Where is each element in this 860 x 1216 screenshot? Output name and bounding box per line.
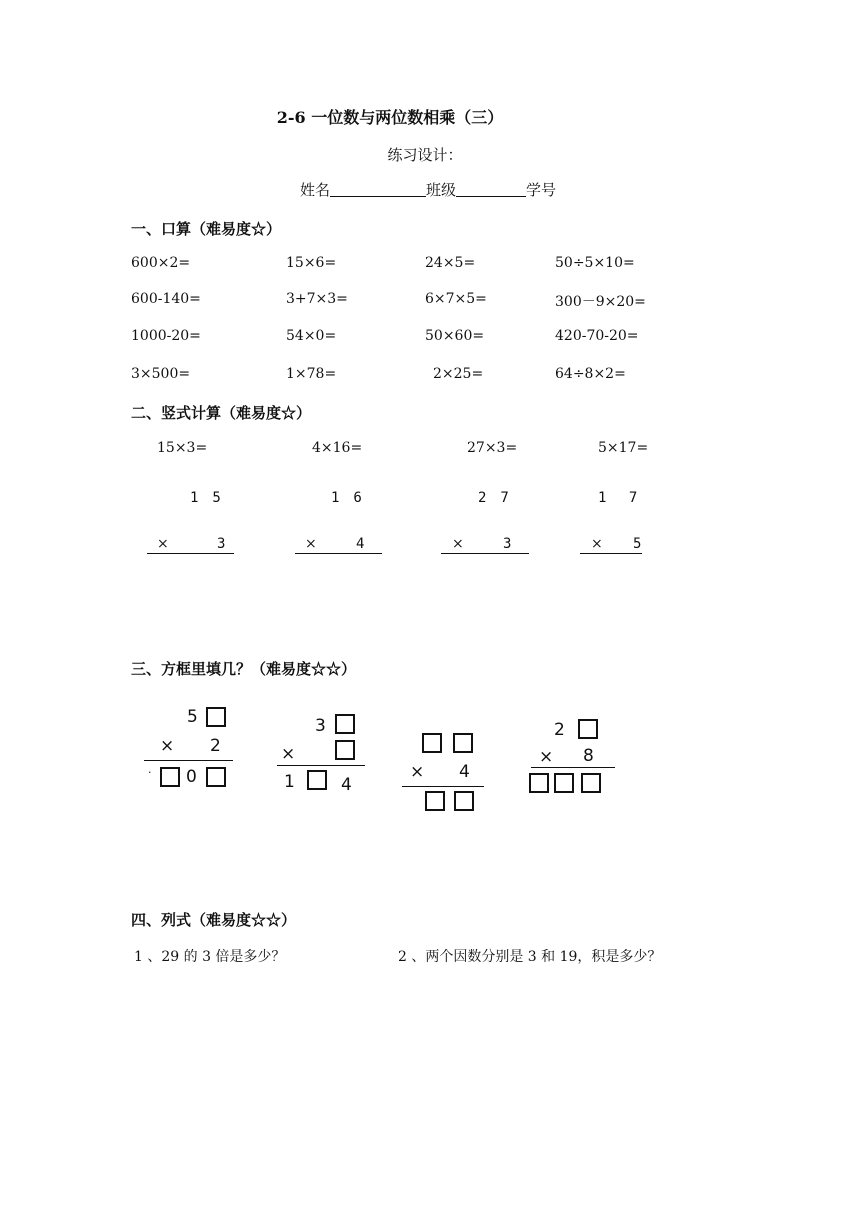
oral-item: 50÷5×10=	[555, 255, 635, 271]
multiply-sign: ×	[281, 744, 296, 764]
puzzle-digit: 8	[583, 746, 594, 766]
oral-item: 2×25=	[433, 366, 484, 382]
oral-item: 50×60=	[425, 328, 485, 344]
puzzle-line	[531, 767, 615, 768]
page-subtitle: 练习设计：	[387, 146, 463, 164]
answer-box[interactable]	[578, 719, 598, 739]
vertical-problem-label: 27×3=	[467, 440, 518, 456]
multiply-sign: ×	[539, 747, 554, 767]
oral-item: 600×2=	[131, 255, 191, 271]
answer-box[interactable]	[425, 791, 445, 811]
student-info	[300, 179, 556, 200]
oral-item: 54×0=	[286, 328, 337, 344]
answer-box[interactable]	[335, 740, 355, 760]
puzzle-digit: 1	[284, 772, 295, 792]
puzzle-digit: 4	[341, 775, 352, 795]
vertical-answer-line	[147, 553, 234, 554]
vertical-multiplier: 3	[217, 536, 226, 552]
vertical-problem-label: 5×17=	[598, 440, 649, 456]
multiply-sign: ×	[157, 536, 169, 552]
oral-item: 3+7×3=	[286, 291, 348, 307]
answer-box[interactable]	[453, 733, 473, 753]
vertical-answer-line	[580, 553, 642, 554]
puzzle-digit: 5	[187, 707, 198, 727]
vertical-multiplicand: 1 6	[331, 490, 362, 506]
answer-box[interactable]	[206, 707, 226, 727]
multiply-sign: ×	[591, 536, 603, 552]
vertical-answer-line	[441, 553, 529, 554]
vertical-problem-label: 4×16=	[312, 440, 363, 456]
oral-item: 600-140=	[131, 291, 201, 307]
puzzle-line	[144, 760, 233, 761]
puzzle-digit: 2	[554, 720, 565, 740]
oral-item: 420-70-20=	[555, 328, 639, 344]
word-problem-2: 2 、两个因数分别是 3 和 19，积是多少？	[398, 949, 662, 965]
class-label: 班级	[426, 181, 457, 199]
vertical-multiplier: 4	[356, 536, 365, 552]
multiply-sign: ×	[160, 736, 175, 756]
section3-heading: 三、方框里填几？（难易度☆☆）	[131, 660, 357, 678]
vertical-answer-line	[295, 553, 382, 554]
stray-dot: ·	[148, 766, 152, 779]
oral-item: 6×7×5=	[425, 291, 487, 307]
section1-heading: 一、口算（难易度☆）	[131, 220, 282, 238]
answer-box[interactable]	[529, 773, 549, 793]
answer-box[interactable]	[307, 770, 327, 790]
class-blank[interactable]	[456, 182, 526, 197]
puzzle-line	[402, 786, 484, 787]
vertical-multiplicand: 1 5	[190, 490, 221, 506]
oral-item: 15×6=	[286, 255, 337, 271]
page-title: 2-6 一位数与两位数相乘（三）	[276, 108, 504, 127]
vertical-multiplicand: 1 7	[598, 490, 638, 506]
name-blank[interactable]	[330, 182, 426, 197]
oral-item: 3×500=	[131, 366, 191, 382]
puzzle-digit: 3	[315, 716, 326, 736]
puzzle-line	[277, 765, 365, 766]
vertical-multiplicand: 2 7	[478, 490, 509, 506]
section4-heading: 四、列式（难易度☆☆）	[131, 911, 297, 929]
multiply-sign: ×	[410, 762, 425, 782]
puzzle-digit: 0	[186, 767, 197, 787]
puzzle-digit: 2	[210, 736, 221, 756]
answer-box[interactable]	[422, 733, 442, 753]
puzzle-digit: 4	[459, 762, 470, 782]
oral-item: 1×78=	[286, 366, 337, 382]
answer-box[interactable]	[160, 767, 180, 787]
name-label: 姓名	[300, 181, 331, 199]
vertical-multiplier: 3	[503, 536, 512, 552]
number-label: 学号	[526, 181, 557, 199]
answer-box[interactable]	[335, 714, 355, 734]
answer-box[interactable]	[454, 791, 474, 811]
vertical-problem-label: 15×3=	[157, 440, 208, 456]
oral-item: 1000-20=	[131, 328, 201, 344]
multiply-sign: ×	[305, 536, 317, 552]
oral-item: 24×5=	[425, 255, 476, 271]
answer-box[interactable]	[581, 773, 601, 793]
word-problem-1: 1 、29 的 3 倍是多少？	[134, 949, 286, 965]
section2-heading: 二、竖式计算（难易度☆）	[131, 404, 312, 422]
oral-item: 64÷8×2=	[555, 366, 626, 382]
vertical-multiplier: 5	[633, 536, 642, 552]
answer-box[interactable]	[206, 767, 226, 787]
answer-box[interactable]	[554, 773, 574, 793]
oral-item: 300－9×20=	[555, 294, 646, 310]
multiply-sign: ×	[452, 536, 464, 552]
